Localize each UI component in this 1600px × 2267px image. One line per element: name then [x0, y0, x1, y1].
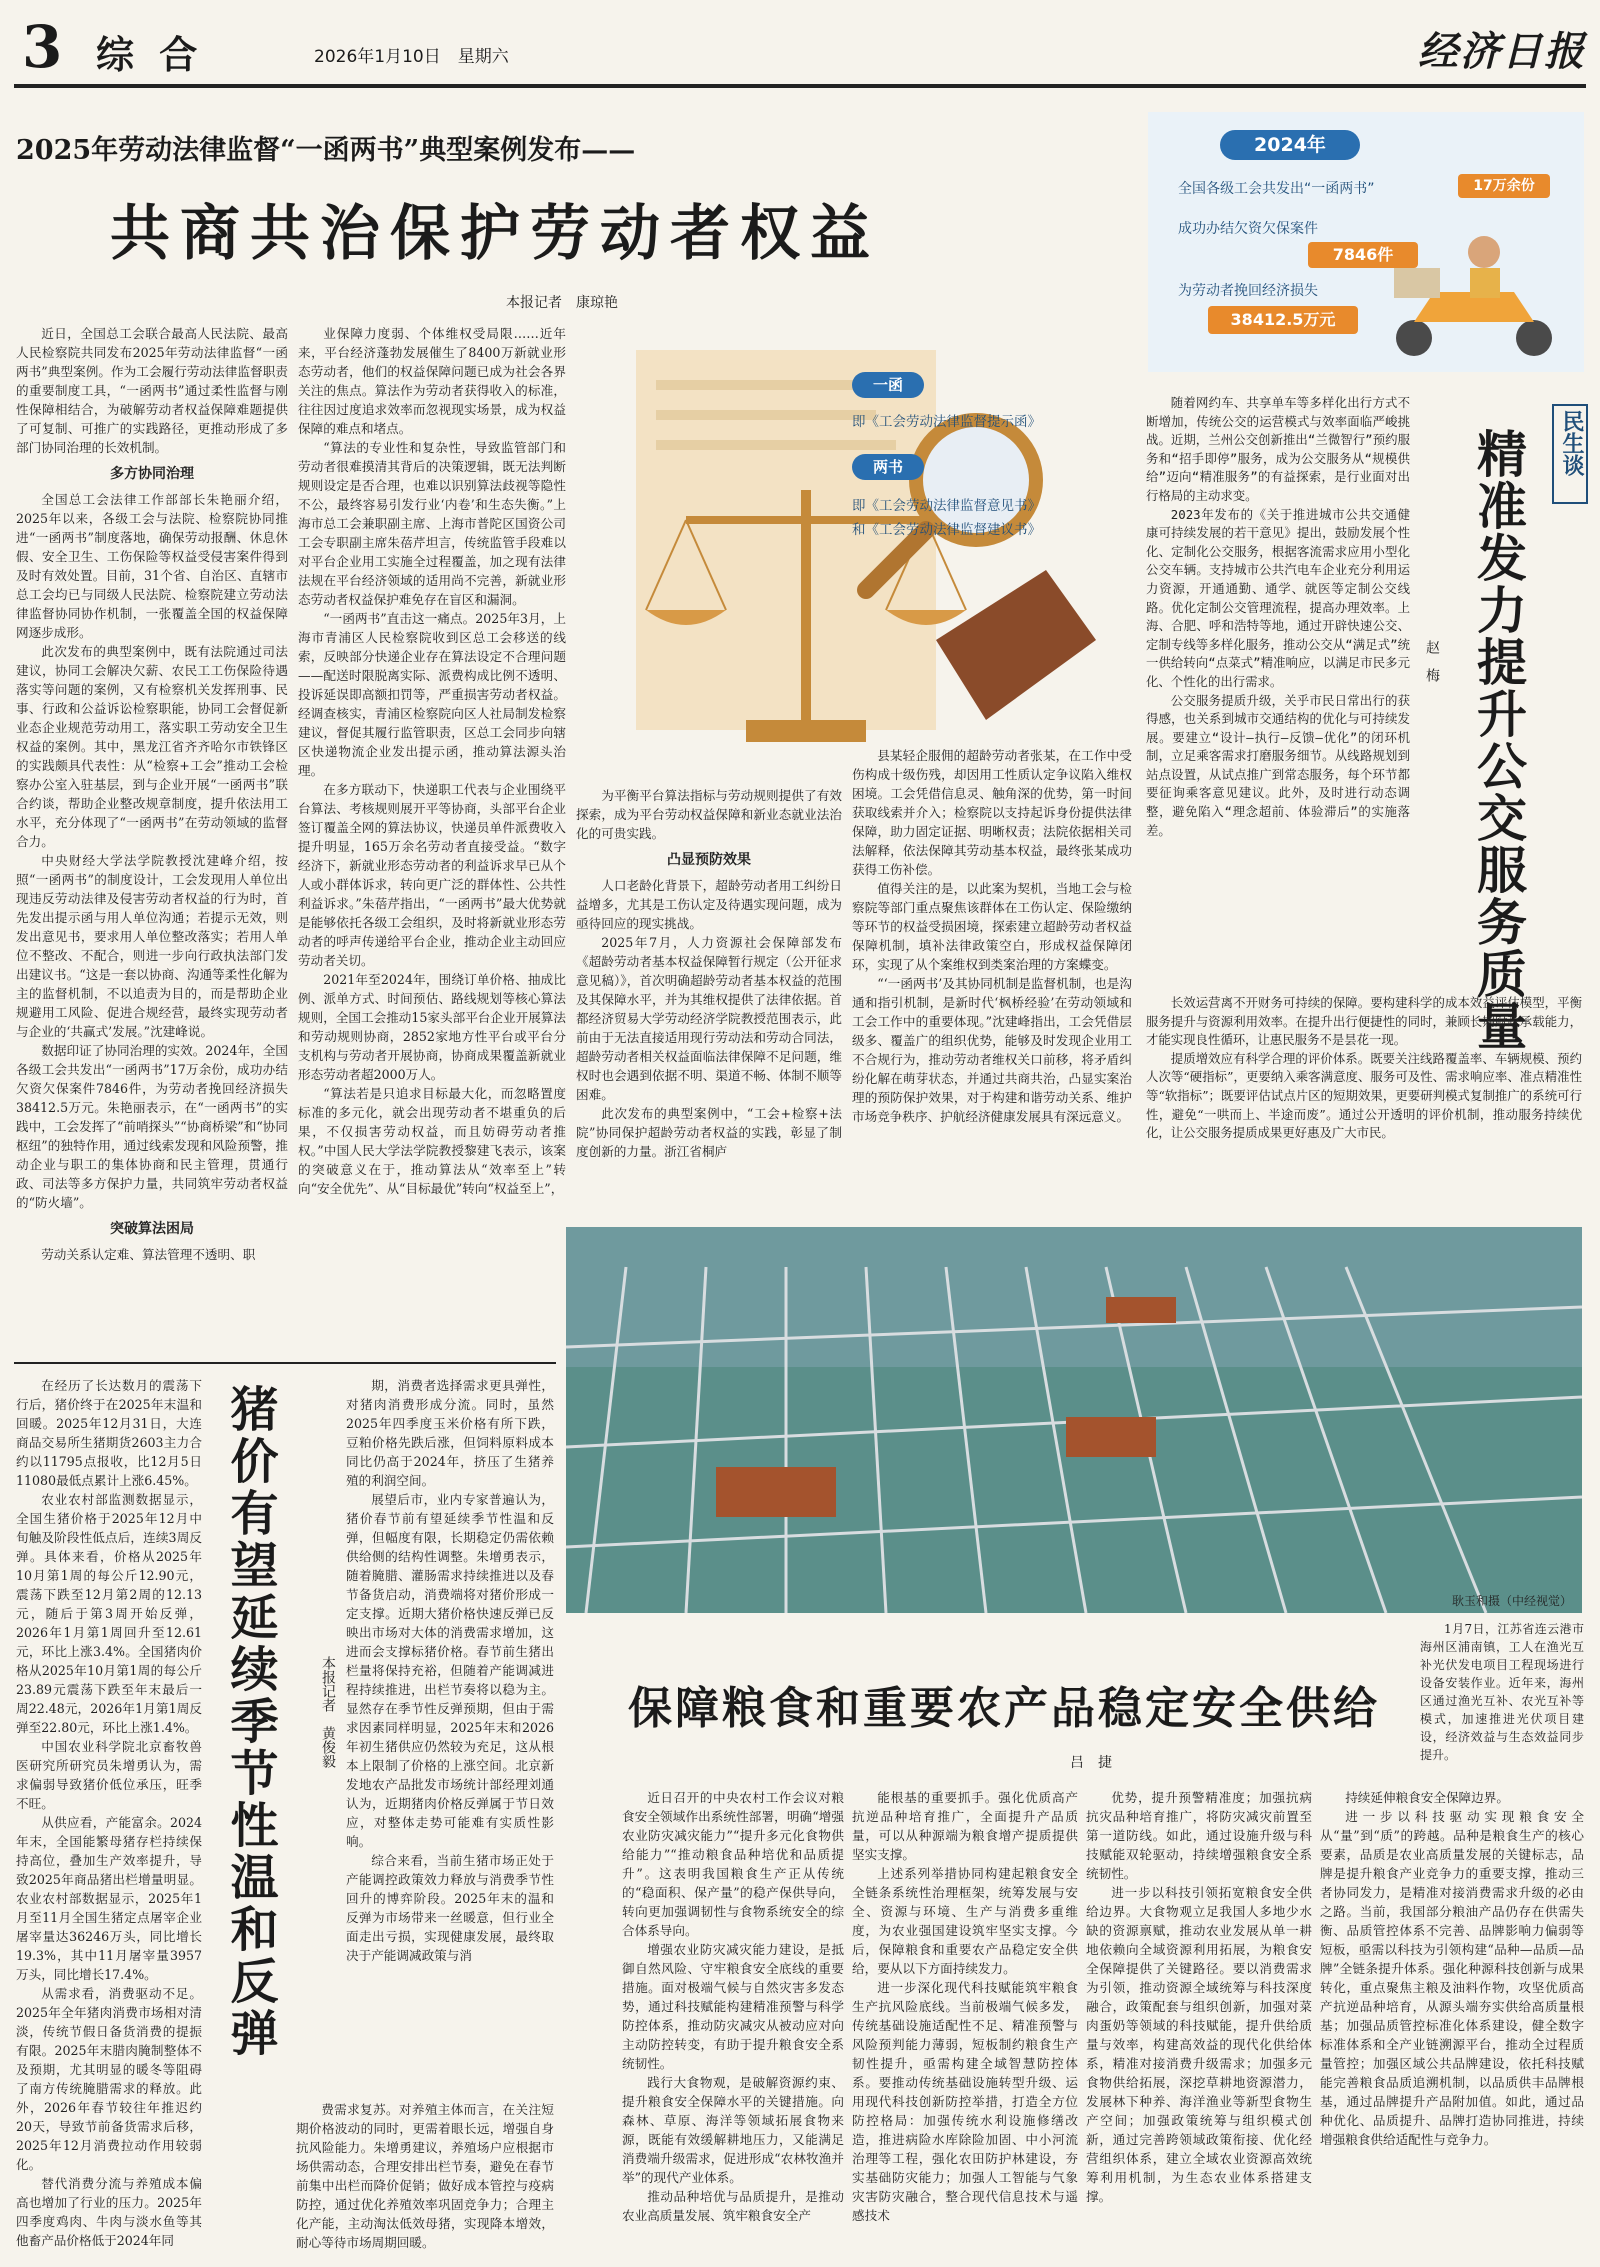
paper-logo: 经济日报 — [1418, 28, 1586, 75]
column-label: 民生谈 — [1559, 410, 1585, 476]
grain-paragraph: 进一步以科技引领拓宽粮食安全供给边界。大食物观立足我国人多地少水缺的资源禀赋，推动农业发展从单一耕地依赖向全域资源利用拓展，为粮食安全保障提供了关键路径。要以消费需求为引领，推动资源全域统筹与科技深度融合，政策配套与组织创新，加强对菜肉蛋奶等领域的科技赋能，提升供给质量与效率，构建高效益的现代化供给体系，精准对接消费升级需求；加强多元食物供给拓展，深挖草耕地资源潜力，发展林下种养、海洋渔业等新型食物生产空间；加强政策统筹与组织模式创新，通过完善跨领域政策衔接、优化经营组织体系，建立全域农业资源高效统筹利用机制，为生态农业体系搭建支撑。 — [1086, 1885, 1312, 2204]
pork-paragraph: 从需求看，消费驱动不足。2025年全年猪肉消费市场相对清淡，传统节假日备货消费的提振有限。2025年末腊肉腌制整体不及预期，尤其明显的暖冬等阻碍了南方传统腌腊需求的释放。此外，2026年春节较往年推迟约20天，导致节前备货需求后移，2025年12月消费拉动作用较弱化。 — [16, 1986, 202, 2172]
lead-paragraph: 为平衡平台算法指标与劳动规则提供了有效探索，成为平台劳动权益保障和新业态就业法治化的可贵实践。 — [576, 788, 842, 841]
document-graphic — [636, 350, 936, 730]
lead-column-4 — [852, 746, 1132, 1224]
column-paragraph: 公交服务提质升级，关乎市民日常出行的获得感，也关系到城市交通结构的优化与可持续发展。要建立“设计—执行—反馈—优化”的闭环机制，立足乘客需求打磨服务细节。从线路规划到站点设置，从试点推广到常态服务，每个环节都要征询乘客意见建议。此外，及时进行动态调整，避免陷入“理念超前、体验滞后”的实施落差。 — [1146, 692, 1410, 838]
pork-top-rule — [14, 1362, 556, 1364]
pork-paragraph: 综合来看，当前生猪市场正处于产能调控政策效力释放与消费季节性回升的博弈阶段。2025年末的温和反弹为市场带来一丝暖意，但行业全面走出亏损，实现健康发展，最终取决于产能调减政策与消 — [346, 1853, 554, 1963]
lead-paragraph: 劳动关系认定难、算法管理不透明、职 — [41, 1247, 256, 1262]
tag-two-description-b: 和《工会劳动法律监督建议书》 — [852, 522, 1041, 538]
grain-paragraph: 推动品种培优与品质提升，是推动农业高质量发展、筑牢粮食安全产 — [622, 2189, 844, 2223]
grain-column-1 — [622, 1788, 844, 2260]
grain-paragraph: 上述系列举措协同构建起粮食安全全链条系统性治理框架，统筹发展与安全、资源与环境、生产与消费多重维度，为农业强国建设筑牢坚实支撑。今后，保障粮食和重要农产品稳定安全供给，要从以下方面持续发力。 — [852, 1866, 1078, 1976]
pork-column-1 — [16, 1376, 202, 2260]
column-paragraph: 2023年发布的《关于推进城市公共交通健康可持续发展的若干意见》提出，鼓励发展个性化、定制化公交服务，根据客流需求应用小型化公交车辆。支持城市公共汽电车企业充分利用运力资源，开通通勤、通学、就医等定制公交线路。优化定制公交管理流程，提高办理效率。上海、合肥、呼和浩特等地，通过开辟快速公交、定制专线等多样化服务，推动公交从“满足式”统一供给转向“点菜式”精准响应，以满足市民多元化、个性化的出行需求。 — [1146, 506, 1410, 689]
grain-column-2 — [852, 1788, 1078, 2260]
lead-paragraph: “算法若是只追求目标最大化，而忽略置度标准的多元化，就会出现劳动者不堪重负的后果，不仅损害劳动权益，而且妨碍劳动者推权。”中国人民大学法学院教授黎建飞表示，该案的突破意义在于，推动算法从“效率至上”转向“安全优先”、从“目标最优”转向“权益至上”， — [298, 1086, 566, 1196]
lead-paragraph: 人口老龄化背景下，超龄劳动者用工纠纷日益增多，尤其是工伤认定及待遇实现问题，成为亟待回应的现实挑战。 — [576, 878, 842, 931]
pork-paragraph: 在经历了长达数月的震荡下行后，猪价终于在2025年末温和回暖。2025年12月31日，大连商品交易所生猪期货2603主力合约以11795点报收，比12月5日11080最低点累计上涨6.45%。 — [16, 1378, 202, 1488]
work-barge — [716, 1467, 836, 1517]
grain-byline: 吕 捷 — [1070, 1755, 1112, 1771]
lead-paragraph: 值得关注的是，以此案为契机，当地工会与检察院等部门重点聚焦该群体在工伤认定、保险缴纳等环节的权益受损困境，探索建立超龄劳动者权益保障机制，填补法律政策空白，形成权益保障闭环，实现了从个案维权到类案治理的方案蝶变。 — [852, 881, 1132, 972]
grain-paragraph: 进一步深化现代科技赋能筑牢粮食生产抗风险底线。当前极端气候多发，传统基础设施适配性不足、精准预警与风险预判能力薄弱，短板制约粮食生产韧性提升，亟需构建全域智慧防控体系。要推动传统基础设施转型升级、运用现代科技创新防控举措，打造全方位防控格局：加强传统水利设施修缮改造，推进病险水库除险加固、中小河流治理等工程，强化农田防护林建设，夯实基础防灾能力；加强人工智能与气象灾害防灾融合，整合现代信息技术与遥感技术 — [852, 1980, 1078, 2223]
column-paragraph: 长效运营离不开财务可持续的保障。要构建科学的成本效益评估模型，平衡服务提升与资源利用效率。在提升出行便捷性的同时，兼顾长期财政承载能力，才能实现良性循环，让惠民服务不是昙花一现。 — [1146, 995, 1582, 1048]
lead-paragraph: 近日，全国总工会联合最高人民法院、最高人民检察院共同发布2025年劳动法律监督“一函两书”典型案例。作为工会履行劳动法律监督职责的重要制度工具，“一函两书”通过柔性监督与刚性保障相结合，为破解劳动者权益保障难题提供了可复制、可推广的实践路径，更推动形成了多部门协同治理的长效机制。 — [16, 326, 288, 455]
infographic-line-3: 为劳动者挽回经济损失 — [1178, 283, 1318, 299]
lead-paragraph: 此次发布的典型案例中，既有法院通过司法建议，协同工会解决欠薪、农民工工伤保险待遇落实等问题的案例，又有检察机关发挥刑事、民事、行政和公益诉讼检察职能，协同工会督促新业态企业规范劳动用工，落实职工劳动安全卫生权益的案例。其中，黑龙江省齐齐哈尔市铁锋区的实践颇具代表性：从“检察+工会”推动工会检察办公室入驻基层，到与企业开展“一函两书”联合约谈，帮助企业整改规章制度，提升依法用工水平，充分体现了“一函两书”在劳动领域的监督合力。 — [16, 644, 288, 849]
lead-column-3 — [576, 786, 842, 1226]
tag-one-letter: 一函 — [852, 372, 924, 398]
grain-paragraph: 近日召开的中央农村工作会议对粮食安全领域作出系统性部署，明确“增强农业防灾减灾能力”“提升多元化食物供给能力”“推动粮食品种培优和品质提升”。这表明我国粮食生产正从传统的“稳面积、保产量”的稳产保供导向，转向更加强调韧性与食物系统安全的综合体系导向。 — [622, 1790, 844, 1938]
pork-paragraph: 农业农村部监测数据显示，全国生猪价格于2025年12月中旬触及阶段性低点后，连续3周反弹。具体来看，价格从2025年10月第1周的每公斤12.90元，震荡下跌至12月第2周的12.13元，随后于第3周开始反弹，2026年1月第1周回升至12.61元，环比上涨3.4%。全国猪肉价格从2025年10月第1周的每公斤23.89元震荡下跌至年末最后一周22.48元，2026年1月第1周反弹至22.80元，环比上涨1.4%。 — [16, 1492, 202, 1735]
pork-paragraph: 从供应看，产能富余。2024年末，全国能繁母猪存栏持续保持高位，叠加生产效率提升，导致2025年商品猪出栏增量明显。农业农村部数据显示，2025年1月至11月全国生猪定点屠宰企业屠宰量达36246万头，同比增长19.3%，其中11月屠宰量3957万头，同比增长17.4%。 — [16, 1815, 202, 1982]
pork-column-2 — [346, 1376, 554, 2096]
lead-column-1 — [16, 324, 288, 1334]
pork-paragraph: 中国农业科学院北京畜牧兽医研究所研究员朱增勇认为，需求偏弱导致猪价低位承压，旺季不旺。 — [16, 1739, 202, 1811]
solar-farm-photo — [566, 1227, 1582, 1613]
lead-paragraph: 2025年7月，人力资源社会保障部发布《超龄劳动者基本权益保障暂行规定（公开征求意见稿）》，首次明确超龄劳动者基本权益的范围及其保障水平，并为其维权提供了法律依据。首都经济贸易大学劳动经济学院教授范围表示，此前由于无法直接适用现行劳动法和劳动合同法，超龄劳动者相关权益面临法律保障不足问题，维权时也会遇到依据不明、渠道不畅、体制不顺等困难。 — [576, 935, 842, 1102]
grain-paragraph: 持续延伸粮食安全保障边界。 — [1345, 1790, 1509, 1805]
infographic-value-2: 7846件 — [1308, 242, 1418, 268]
lead-paragraph: 在多方联动下，快递职工代表与企业围绕平台算法、考核规则展开平等协商，头部平台企业签订覆盖全网的算法协议，快递员单件派费收入提升明显，165万余名劳动者直接受益。“数字经济下，新就业形态劳动者的利益诉求早已从个人或小群体诉求，转向更广泛的群体性、公共性利益诉求。”朱蓓芹指出，“一函两书”最大优势就是能够依托各级工会组织，及时将新就业形态劳动者的呼声传递给平台企业，推动企业主动回应劳动者关切。 — [298, 782, 566, 968]
column-headline: 精准发力提升公交服务质量 — [1469, 428, 1528, 1052]
lead-paragraph: 中央财经大学法学院教授沈建峰介绍，按照“一函两书”的制度设计，工会发现用人单位出现违反劳动法律及侵害劳动者权益的行为时，首先发出提示函与用人单位沟通；若提示无效，则发出意见书，要求用人单位整改落实；若用人单位不整改、不配合，则进一步向行政执法部门发出建议书。“这是一套以协商、沟通等柔性化解为主的监督机制，不以追责为目的，而是帮助企业规避用工风险、促进合规经营，最终实现劳动者与企业的‘共赢式’发展。”沈建峰说。 — [16, 853, 288, 1039]
lead-paragraph: 业保障力度弱、个体维权受局限……近年来，平台经济蓬勃发展催生了8400万新就业形态劳动者，他们的权益保障问题已成为社会各界关注的焦点。算法作为劳动者获得收入的标准，往往因过度追求效率而忽视现实场景，成为权益保障的难点和堵点。 — [298, 326, 566, 436]
justice-illustration — [576, 340, 1142, 780]
photo-caption — [1420, 1620, 1584, 1770]
photo-caption-text: 1月7日，江苏省连云港市海州区浦南镇，工人在渔光互补光伏发电项目工程现场进行设备安装作业。近年来，海州区通过渔光互补、农光互补等模式，加速推进光伏项目建设，经济效益与生态效益同步提升。 — [1420, 1622, 1584, 1762]
solar-farm-image — [566, 1227, 1582, 1613]
lead-paragraph: “‘一函两书’及其协同机制是监督机制，也是沟通和指引机制，是新时代‘枫桥经验’在劳动领域和工会工作中的重要体现。”沈建峰指出，工会凭借层级多、覆盖广的组织优势，能够及时发现企业用工不合规行为，推动劳动者维权关口前移，将矛盾纠纷化解在萌芽状态，并通过共商共治，凸显实案治理的预防保护效果，对于构建和谐劳动关系、维护市场竞争秩序、护航经济健康发展具有深远意义。 — [852, 976, 1132, 1124]
grain-column-3 — [1086, 1788, 1312, 2260]
work-barge — [1106, 1297, 1176, 1323]
infographic-line-1: 全国各级工会共发出“一函两书” — [1178, 181, 1375, 197]
page-number: 3 — [22, 13, 63, 81]
lead-subheading-3: 凸显预防效果 — [667, 852, 751, 868]
gavel-icon — [936, 570, 1096, 720]
lead-headline: 共商共治保护劳动者权益 — [110, 199, 880, 269]
lead-paragraph: 县某轻企服佣的超龄劳动者张某，在工作中受伤构成十级伤残，却因用工性质认定争议陷入维权困境。工会凭借信息灵、触角深的优势，第一时间获取线索并介入；检察院以支持起诉身份提供法律保障，助力固定证据、明晰权责；法院依据相关司法解释，依法保障其劳动基本权益，最终张某成功获得工伤补偿。 — [852, 748, 1132, 877]
lead-byline: 本报记者 康琼艳 — [506, 295, 618, 311]
pork-paragraph: 费需求复苏。对养殖主体而言，在关注短期价格波动的同时，更需着眼长远，增强自身抗风险能力。朱增勇建议，养殖场户应根据市场供需动态，合理安排出栏节奏，避免在春节前集中出栏而降价促销；做好成本管控与疫病防控，通过优化养殖效率巩固竞争力；合理主化产能，主动淘汰低效母猪，实现降本增效，耐心等待市场周期回暖。 — [296, 2102, 554, 2250]
infographic-value-1: 17万余份 — [1458, 174, 1550, 198]
masthead-rule — [14, 84, 1586, 88]
tag-one-description: 即《工会劳动法律监督提示函》 — [852, 414, 1041, 430]
pork-headline: 猪价有望延续季节性温和反弹 — [222, 1384, 278, 2060]
grain-column-4 — [1320, 1788, 1584, 2260]
lead-subheading-2: 突破算法困局 — [110, 1221, 194, 1237]
grain-paragraph: 进一步以科技驱动实现粮食安全从“量”到“质”的跨越。品种是粮食生产的核心要素，品质是农业高质量发展的关键标志，品牌是提升粮食产业竞争力的重要支撑，推动三者协同发力，是精准对接消费需求升级的必由之路。当前，我国部分粮油产品仍存在供需失衡、品质管控体系不完善、品牌影响力偏弱等短板，亟需以科技为引领构建“品种—品质—品牌”全链条提升体系。强化种源科技创新与成果转化，重点聚焦主粮及油料作物，攻坚优质高产抗逆品种培育，从源头端夯实供给高质量根基；加强品质管控标准化体系建设，健全数字标准体系和全产业链溯源平台，推动全过程质量管控；加强区域公共品牌建设，依托科技赋能完善粮食品质追溯机制，以品质供丰品牌根基，通过品牌提升产品附加值。如此，通过品种优化、品质提升、品牌打造协同推进，持续增强粮食供给适配性与竞争力。 — [1320, 1809, 1584, 2147]
lead-paragraph: “一函两书”直击这一痛点。2025年3月，上海市青浦区人民检察院收到区总工会移送的线索，反映部分快递企业存在算法设定不合理问题——配送时限脱离实际、派费构成比例不透明、投诉延误即高额扣罚等，严重损害劳动者权益。经调查核实，青浦区检察院向区人社局制发检察建议，督促其履行监管职责，区总工会同步向辖区快递物流企业发出提示函，推动算法源头治理。 — [298, 611, 566, 778]
pork-byline: 本报记者 黄俊毅 — [320, 1656, 336, 1768]
lead-paragraph: 数据印证了协同治理的实效。2024年，全国各级工会共发出“一函两书”17万余份，成功办结欠资欠保案件7846件，为劳动者挽回经济损失38412.5万元。朱艳丽表示，在“一函两书”的实践中，工会发挥了“前哨探头”“协商桥梁”和“协同枢纽”的独特作用，通过线索发现和风险预警，推动企业与职工的集体协商和民主管理，贯通行政、司法等多方保护力量，共同筑牢劳动者权益的“防火墙”。 — [16, 1043, 288, 1210]
delivery-scooter-illustration — [1374, 222, 1574, 362]
tag-two-documents: 两书 — [852, 454, 924, 480]
section-name: 综 合 — [96, 32, 204, 77]
photo-credit: 耿玉和摄（中经视觉） — [1452, 1594, 1573, 1608]
pork-column-3 — [296, 2100, 554, 2260]
tag-two-description-a: 即《工会劳动法律监督意见书》 — [852, 498, 1041, 514]
grain-paragraph: 践行大食物观，是破解资源约束、提升粮食安全保障水平的关键措施。向森林、草原、海洋等领域拓展食物来源，既能有效缓解耕地压力，又能满足消费端升级需求，促进形成“农林牧渔并举”的现代产业体系。 — [622, 2075, 844, 2185]
infographic-year: 2024年 — [1220, 130, 1360, 160]
infographic — [1148, 112, 1584, 372]
issue-date: 2026年1月10日 星期六 — [314, 47, 509, 67]
lead-paragraph: 2021年至2024年，围绕订单价格、抽成比例、派单方式、时间预估、路线规划等核心算法规则，全国工会推动15家头部平台企业开展算法和劳动规则协商，2852家地方性平台或平台分支机构与劳动者开展协商，协商成果覆盖新就业形态劳动者超2000万人。 — [298, 972, 566, 1082]
lead-kicker: 2025年劳动法律监督“一函两书”典型案例发布—— — [16, 135, 636, 166]
infographic-line-2: 成功办结欠资欠保案件 — [1178, 221, 1318, 237]
column-paragraph: 提质增效应有科学合理的评价体系。既要关注线路覆盖率、车辆规模、预约人次等“硬指标”，更要纳入乘客满意度、服务可及性、需求响应率、准点精准性等“软指标”；既要评估试点片区的短期效果，更要研判模式复制推广的系统可行性，避免“一哄而上、半途而废”。通过公开透明的评价机制，推动服务持续优化，让公交服务提质成果更好惠及广大市民。 — [1146, 1050, 1582, 1141]
grain-paragraph: 能根基的重要抓手。强化优质高产抗逆品种培育推广，全面提升产品质量，可以从种源端为粮食增产提质提供坚实支撑。 — [852, 1790, 1078, 1862]
lead-column-2 — [298, 324, 566, 1334]
work-barge — [1066, 1417, 1156, 1457]
lead-subheading-1: 多方协同治理 — [110, 466, 194, 482]
column-body-wide — [1146, 994, 1582, 1224]
lead-paragraph: 此次发布的典型案例中，“工会+检察+法院”协同保护超龄劳动者权益的实践，彰显了制度创新的力量。浙江省桐庐 — [576, 1106, 842, 1159]
lead-paragraph: 全国总工会法律工作部部长朱艳丽介绍，2025年以来，各级工会与法院、检察院协同推进“一函两书”制度落地，确保劳动报酬、休息休假、安全卫生、工伤保险等权益受侵害案件得到及时有效处置。目前，31个省、自治区、直辖市总工会均已与同级人民法院、检察院建立劳动法律监督协同协作机制，一张覆盖全国的权益保障网逐步成形。 — [16, 492, 288, 640]
column-paragraph: 随着网约车、共享单车等多样化出行方式不断增加，传统公交的运营模式与效率面临严峻挑战。近期，兰州公交创新推出“兰微智行”预约服务和“招手即停”服务，成为公交服务从“规模供给”迈向“精准服务”的有益探索，是行业面对出行格局的主动求变。 — [1146, 395, 1410, 503]
grain-paragraph: 优势，提升预警精准度；加强抗病抗灾品种培育推广，将防灾减灾前置至第一道防线。如此，通过设施升级与科技赋能双轮驱动，持续增强粮食安全系统韧性。 — [1086, 1790, 1312, 1881]
grain-paragraph: 增强农业防灾减灾能力建设，是抵御自然风险、守牢粮食安全底线的重要措施。面对极端气候与自然灾害多发态势，通过科技赋能构建精准预警与科学防控体系，推动防灾减灾从被动应对向主动防控转变，有助于提升粮食安全系统韧性。 — [622, 1942, 844, 2071]
lead-paragraph: “算法的专业性和复杂性，导致监管部门和劳动者很难摸清其背后的决策逻辑，既无法判断规则设定是否合理，也难以识别算法歧视等隐性不公，最终容易引发行业‘内卷’和生态失衡。”上海市总工会兼职副主席、上海市普陀区国资公司工会专职副主席朱蓓芹坦言，传统监管手段难以对平台企业用工实施全过程覆盖，加之现有法律法规在平台经济领域的适用尚不完善，新就业形态劳动者权益保护难免存在盲区和漏洞。 — [298, 440, 566, 607]
column-author: 赵 梅 — [1424, 640, 1440, 682]
pork-paragraph: 期，消费者选择需求更具弹性，对猪肉消费形成分流。同时，虽然2025年四季度玉米价格有所下跌，豆粕价格先跌后涨，但饲料原料成本同比仍高于2024年，挤压了生猪养殖的利润空间。 — [346, 1378, 554, 1488]
infographic-value-3: 38412.5万元 — [1208, 306, 1358, 334]
pork-paragraph: 展望后市，业内专家普遍认为，猪价春节前有望延续季节性温和反弹，但幅度有限，长期稳定仍需依赖供给侧的结构性调整。朱增勇表示，随着腌腊、灌肠需求持续推进以及春节备货启动，消费端将对猪价形成一定支撑。近期大猪价格快速反弹已反映出市场对大体的消费需求增加，这进而会支撑标猪价格。春节前生猪出栏量将保持充裕，但随着产能调减进程持续推进，出栏节奏将以稳为主。显然存在季节性反弹预期，但由于需求因素同样明显，2025年末和2026年初生猪供应仍然较为充足，这从根本上限制了价格的上涨空间。北京新发地农产品批发市场统计部经理刘通认为，近期猪肉价格反弹属于节日效应，对整体走势可能难有实质性影响。 — [346, 1492, 554, 1849]
grain-headline: 保障粮食和重要农产品稳定安全供给 — [628, 1683, 1380, 1734]
pork-paragraph: 替代消费分流与养殖成本偏高也增加了行业的压力。2025年四季度鸡肉、牛肉与淡水鱼等其他畜产品价格低于2024年同 — [16, 2176, 202, 2248]
